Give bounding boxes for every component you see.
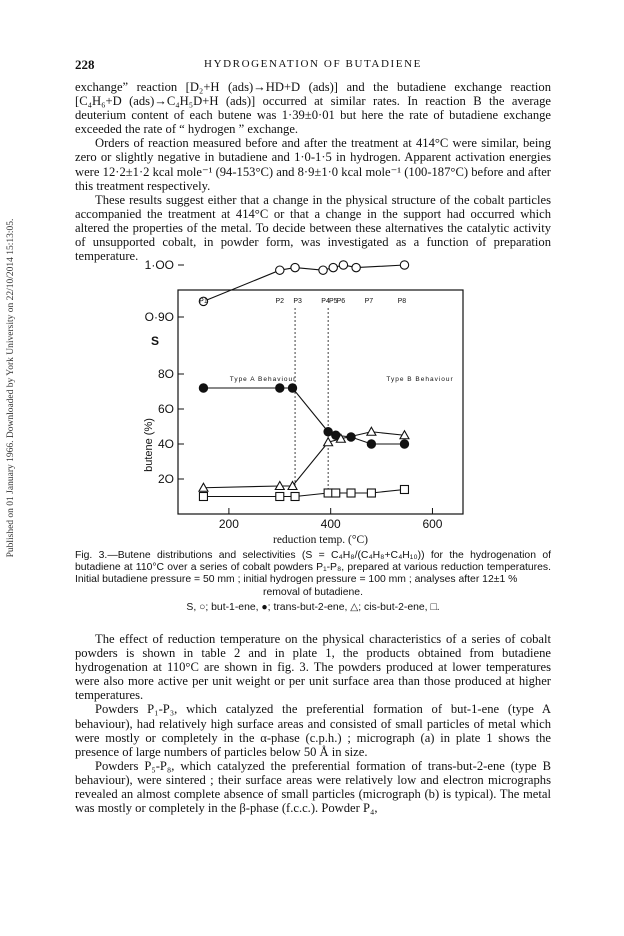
figure-3-chart	[128, 258, 498, 546]
selectivity-point	[276, 266, 284, 274]
page-number: 228	[75, 57, 95, 72]
s-tick-label: O·9O	[144, 310, 174, 324]
paragraph: Powders P₅-P₈, which catalyzed the preferential formation of trans-but-2-ene (type B behaviour), were sintered ; their surface areas were relatively low and electron micrographs revealed an almost complete absence of small particles (micrograph (b) is typical). The metal was mostly or completely in the β-phase (f.c.c.). Powder P₄,	[75, 758, 551, 816]
figure-caption	[75, 550, 551, 614]
caption-legend: S, ○; but-1-ene, ●; trans-but-2-ene, △; cis-but-2-ene, □.	[186, 601, 440, 613]
powder-label: P7	[364, 298, 374, 305]
selectivity-point	[319, 266, 327, 274]
body-text-top	[75, 80, 551, 263]
selectivity-point	[291, 263, 299, 271]
download-watermark-text: Published on 01 January 1966. Downloaded by York University on 22/10/2014 15:13:05.	[6, 218, 16, 558]
trans-but-2-ene-point	[276, 384, 284, 392]
paragraph: Powders P₁-P₃, which catalyzed the preferential formation of but-1-ene (type A behaviour), had relatively high surface areas and consisted of small particles of metal which were mostly or completely in the α-phase (c.p.h.) ; micrograph (a) in plate 1 shows the presence of large numbers of particles below 50 Å in size.	[75, 702, 551, 759]
cis-but-2-ene-point	[291, 493, 299, 501]
powder-label: P8	[397, 298, 407, 305]
s-tick-label: 1·OO	[144, 258, 174, 272]
x-tick-label: 400	[320, 517, 341, 531]
cis-but-2-ene-point	[347, 489, 355, 497]
but-1-ene-line	[203, 432, 404, 488]
region-label-type-b: Type B Behaviour	[386, 376, 454, 383]
cis-but-2-ene-point	[276, 493, 284, 501]
selectivity-point	[339, 261, 347, 269]
selectivity-point	[352, 263, 360, 271]
x-axis-label: reduction temp. (°C)	[273, 534, 368, 546]
caption-continued: removal of butadiene.	[263, 586, 363, 598]
download-watermark	[4, 178, 18, 598]
caption-main: Fig. 3.—Butene distributions and selectivities (S = C₄H₈/(C₄H₈+C₄H₁₀)) for the hydrogenation of butadiene at 110°C over a series of cobalt powders P₁-P₈, prepared at various reduction temperatures. Initial butadiene pressure = 50 mm ; initial hydrogen pressure = 100 mm ; analyses after 12±1 %	[75, 550, 551, 586]
chart-svg	[128, 258, 498, 546]
page-header	[75, 57, 551, 73]
powder-label: P2	[275, 298, 285, 305]
trans-but-2-ene-point	[324, 428, 332, 436]
powder-label: P3	[293, 298, 302, 305]
selectivity-line	[203, 265, 404, 301]
cis-but-2-ene-point	[324, 489, 332, 497]
cis-but-2-ene-point	[400, 486, 408, 494]
s-axis-label: S	[150, 334, 160, 348]
cis-but-2-ene-point	[367, 489, 375, 497]
trans-but-2-ene-point	[347, 433, 355, 441]
paragraph: exchange” reaction [D₂+H (ads)→HD+D (ads)] and the butadiene exchange reaction [C₄H₆+D (ads)→C₄H₅D+H (ads)] occurred at similar rates. In reaction B the average deuterium content of each butene was 1·39±0·01 but here the rate of butadiene exchange exceeded the rate of “ hydrogen ” exchange.	[75, 80, 551, 137]
trans-but-2-ene-point	[288, 384, 296, 392]
x-tick-label: 200	[218, 517, 239, 531]
region-label-type-a: Type A Behaviour	[229, 376, 297, 383]
y-axis-label: butene (%)	[143, 418, 155, 472]
paragraph: These results suggest either that a change in the physical structure of the cobalt particles accompanied the treatment at 414°C or that a change in the support had occurred which altered the properties of the metal. To decide between these alternatives the catalytic activity of unsupported cobalt, in powder form, was investigated as a function of preparation temperature.	[75, 192, 551, 264]
body-text-bottom	[75, 632, 551, 815]
selectivity-point	[400, 261, 408, 269]
running-head: HYDROGENATION OF BUTADIENE	[204, 58, 422, 70]
trans-but-2-ene-point	[367, 440, 375, 448]
y-tick-label: 2O	[157, 472, 174, 486]
powder-label: P1	[199, 298, 208, 305]
plot-frame	[178, 290, 463, 514]
y-tick-label: 4O	[157, 437, 174, 451]
but-1-ene-point	[367, 427, 376, 435]
trans-but-2-ene-point	[400, 440, 408, 448]
selectivity-point	[329, 263, 337, 271]
x-tick-label: 600	[422, 517, 443, 531]
paragraph: The effect of reduction temperature on the physical characteristics of a series of cobalt powders is shown in table 2 and in plate 1, the products obtained from butadiene hydrogenation at 110°C are shown in fig. 3. The powders produced at lower temperatures were also more active per unit weight or per unit surface area than those produced at higher temperatures.	[75, 632, 551, 703]
powder-label: P5	[328, 298, 338, 305]
powder-label: P6	[336, 298, 346, 305]
cis-but-2-ene-point	[332, 489, 340, 497]
y-tick-label: 6O	[157, 402, 174, 416]
trans-but-2-ene-point	[199, 384, 207, 392]
y-tick-label: 8O	[157, 367, 174, 381]
paragraph: Orders of reaction measured before and after the treatment at 414°C were similar, being zero or slightly negative in butadiene and 1·0-1·5 in hydrogen. Apparent activation energies were 12·2±1·2 kcal mole⁻¹ (94-153°C) and 8·9±1·0 kcal mole⁻¹ (100-187°C) before and after this treatment respectively.	[75, 136, 551, 193]
cis-but-2-ene-point	[199, 493, 207, 501]
powder-label: P4	[321, 298, 330, 305]
